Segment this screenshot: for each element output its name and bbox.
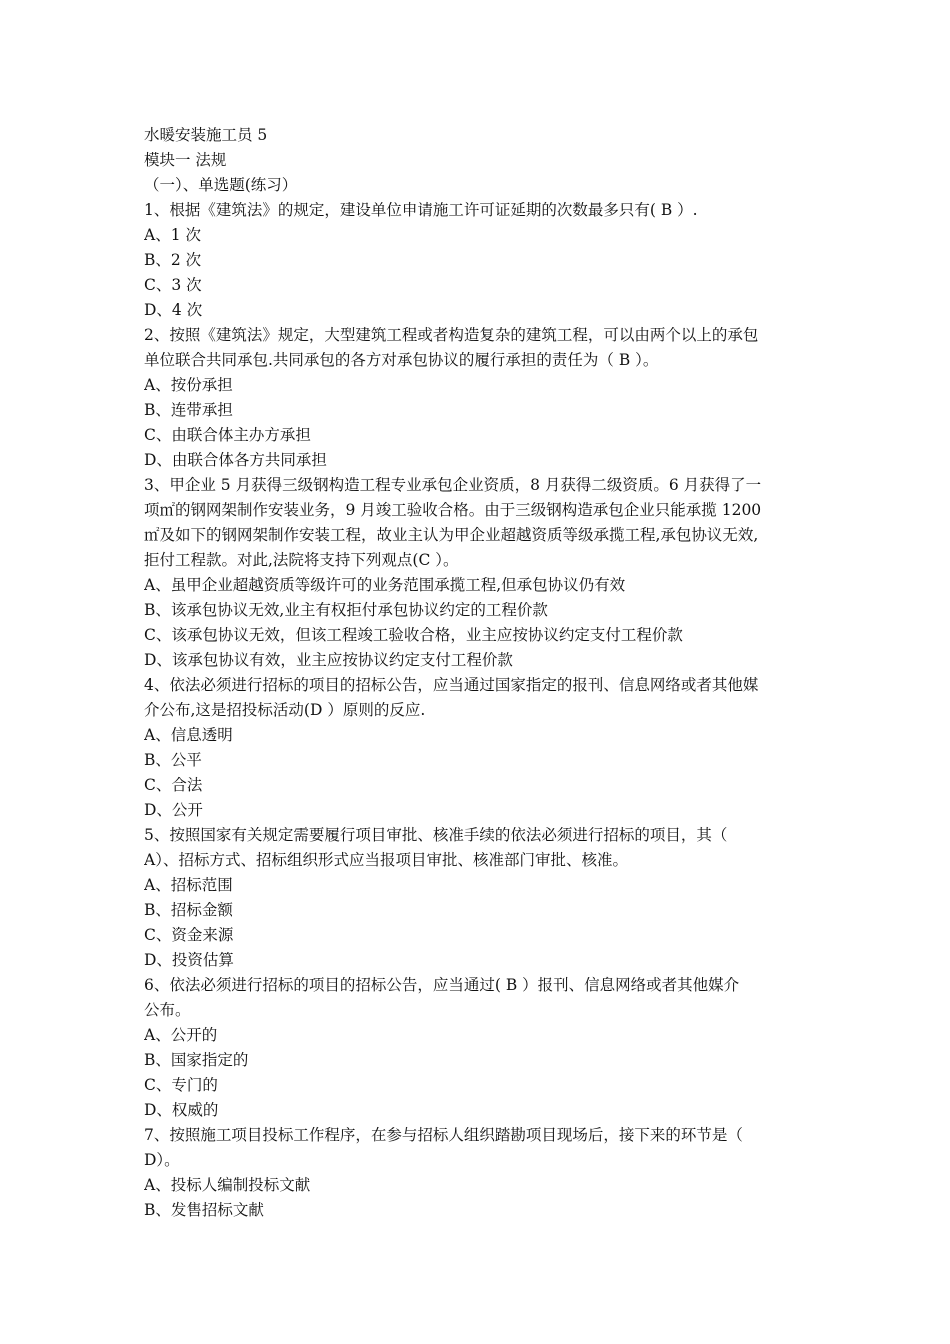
question-3-option-d: D、该承包协议有效，业主应按协议约定支付工程价款	[144, 651, 513, 669]
question-2-stem-line: 单位联合共同承包.共同承包的各方对承包协议的履行承担的责任为（ B ）。	[144, 351, 659, 369]
question-3-option-a: A、虽甲企业超越资质等级许可的业务范围承揽工程,但承包协议仍有效	[144, 576, 626, 594]
question-6-option-a: A、公开的	[144, 1026, 218, 1044]
question-3-option-b: B、该承包协议无效,业主有权拒付承包协议约定的工程价款	[144, 601, 548, 619]
question-5-stem-line: A）、招标方式、招标组织形式应当报项目审批、核准部门审批、核准。	[144, 851, 628, 869]
section-heading: （一）、单选题(练习）	[144, 176, 298, 194]
question-1-option-d: D、4 次	[144, 301, 203, 319]
question-7-stem-line: D）。	[144, 1151, 180, 1169]
module-heading: 模块一 法规	[144, 151, 227, 169]
question-5-stem-line: 5、按照国家有关规定需要履行项目审批、核准手续的依法必须进行招标的项目，其（	[144, 826, 728, 844]
question-3-stem-line: 拒付工程款。对此,法院将支持下列观点(C ）。	[144, 551, 459, 569]
question-4-stem-line: 介公布,这是招投标活动(D ）原则的反应.	[144, 701, 426, 719]
question-1-option-c: C、3 次	[144, 276, 202, 294]
question-4-option-d: D、公开	[144, 801, 203, 819]
question-5-option-d: D、投资估算	[144, 951, 234, 969]
question-7-option-b: B、发售招标文献	[144, 1201, 264, 1219]
question-4-option-a: A、信息透明	[144, 726, 233, 744]
question-4-option-c: C、合法	[144, 776, 203, 794]
question-3-stem-line: ㎡及如下的钢网架制作安装工程，故业主认为甲企业超越资质等级承揽工程,承包协议无效,	[144, 526, 759, 544]
question-6-option-d: D、权威的	[144, 1101, 219, 1119]
question-5-option-c: C、资金来源	[144, 926, 234, 944]
question-2-option-a: A、按份承担	[144, 376, 233, 394]
question-2-option-d: D、由联合体各方共同承担	[144, 451, 327, 469]
question-6-stem-line: 6、依法必须进行招标的项目的招标公告，应当通过( B ）报刊、信息网络或者其他媒介	[144, 976, 740, 994]
question-4-stem-line: 4、依法必须进行招标的项目的招标公告，应当通过国家指定的报刊、信息网络或者其他媒	[144, 676, 759, 694]
question-2-stem-line: 2、按照《建筑法》规定，大型建筑工程或者构造复杂的建筑工程，可以由两个以上的承包	[144, 326, 759, 344]
question-5-option-a: A、招标范围	[144, 876, 233, 894]
question-3-stem-line: 项㎡的钢网架制作安装业务，9 月竣工验收合格。由于三级钢构造承包企业只能承揽 1200	[144, 501, 762, 519]
question-3-stem-line: 3、甲企业 5 月获得三级钢构造工程专业承包企业资质，8 月获得二级资质。6 月获得了一	[144, 476, 762, 494]
question-7-option-a: A、投标人编制投标文献	[144, 1176, 311, 1194]
question-1-option-a: A、1 次	[144, 226, 201, 244]
question-1-stem: 1、根据《建筑法》的规定，建设单位申请施工许可证延期的次数最多只有( B ）.	[144, 201, 698, 219]
question-3-option-c: C、该承包协议无效，但该工程竣工验收合格，业主应按协议约定支付工程价款	[144, 626, 683, 644]
question-4-option-b: B、公平	[144, 751, 202, 769]
question-1-option-b: B、2 次	[144, 251, 202, 269]
document-title: 水暖安装施工员 5	[144, 126, 268, 144]
question-6-stem-line: 公布。	[144, 1001, 191, 1019]
question-5-option-b: B、招标金额	[144, 901, 233, 919]
question-6-option-c: C、专门的	[144, 1076, 218, 1094]
question-2-option-c: C、由联合体主办方承担	[144, 426, 311, 444]
document-body	[144, 123, 809, 1223]
question-6-option-b: B、国家指定的	[144, 1051, 249, 1069]
question-7-stem-line: 7、按照施工项目投标工作程序，在参与招标人组织踏勘项目现场后，接下来的环节是（	[144, 1126, 743, 1144]
question-2-option-b: B、连带承担	[144, 401, 233, 419]
